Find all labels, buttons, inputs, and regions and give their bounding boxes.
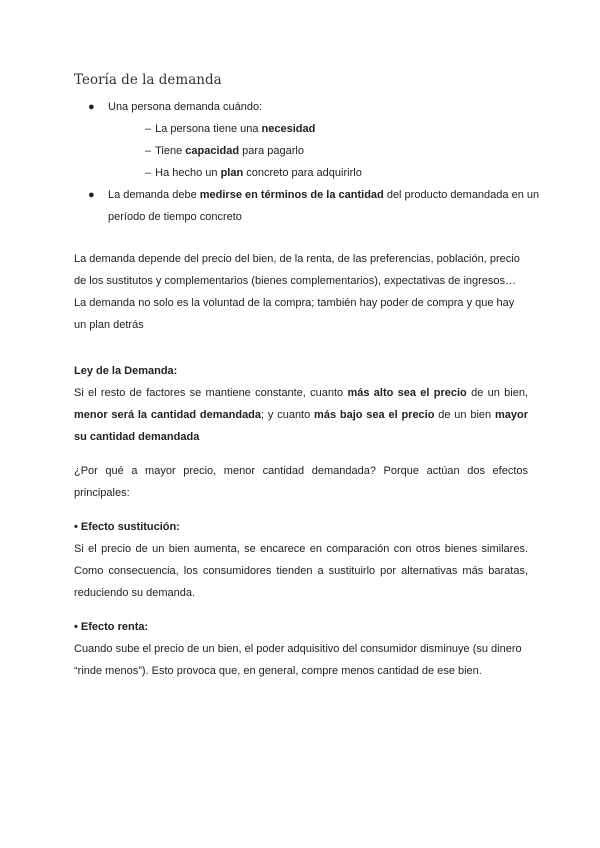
list-item: [74, 184, 544, 228]
paragraph-factores: La demanda depende del precio del bien, de la renta, de las preferencias, población, precio de los sustitutos y complementarios (bienes complementarios), expectativas de ingresos…: [74, 253, 520, 287]
paragraph-pregunta: ¿Por qué a mayor precio, menor cantidad demandada? Porque actúan dos efectos principales:: [74, 465, 528, 499]
sub-item-bold: capacidad: [185, 145, 240, 157]
sub-item-bold: necesidad: [261, 123, 316, 135]
section-efecto-renta: [74, 616, 528, 682]
text-run: Si el resto de factores se mantiene constante, cuanto: [74, 387, 348, 399]
section-heading: [74, 360, 528, 382]
bullet-text: del producto demandada en un período de tiempo concreto: [108, 189, 540, 223]
heading-text: • Efecto sustitución:: [74, 521, 180, 533]
section-text: [74, 382, 528, 448]
dash-icon: –: [145, 123, 152, 135]
dash-icon: –: [145, 145, 152, 157]
section-efecto-sustitucion: [74, 516, 528, 604]
bullet-bold: medirse en términos de la cantidad: [199, 189, 384, 201]
bold-run: más bajo sea el precio: [314, 409, 435, 421]
sub-item-text: Tiene: [155, 145, 186, 157]
section-ley-demanda: [74, 360, 528, 448]
section-heading: [74, 516, 528, 538]
sub-item-text: Ha hecho un: [155, 167, 221, 179]
list-item: [74, 96, 544, 118]
section-text: Si el precio de un bien aumenta, se encarece en comparación con otros bienes similares. Como consecuencia, los consumidores tienden a sustituirlo por alternativas más baratas, reduciendo su demanda.: [74, 543, 528, 599]
dash-icon: –: [145, 167, 152, 179]
text-run: de un bien: [434, 409, 495, 421]
sub-item-necesidad: [74, 118, 544, 140]
bold-run: mayor su cantidad demandada: [74, 409, 528, 443]
page-title: Teoría de la demanda: [74, 72, 222, 88]
bullet-list: [74, 96, 544, 228]
sub-item-text: para pagarlo: [239, 145, 304, 157]
sub-item-plan: [74, 162, 544, 184]
bold-run: menor será la cantidad demandada: [74, 409, 262, 421]
bullet-dot-icon: ●: [88, 189, 95, 201]
paragraph-voluntad: La demanda no solo es la voluntad de la compra; también hay poder de compra y que hay un plan detrás: [74, 297, 515, 331]
text-run: ; y cuanto: [261, 409, 315, 421]
bullet-text: La demanda debe: [108, 189, 200, 201]
bullet-dot-icon: ●: [88, 101, 95, 113]
text-run: de un bien,: [466, 387, 528, 399]
heading-text: • Efecto renta:: [74, 621, 149, 633]
section-heading: [74, 616, 528, 638]
sub-item-bold: plan: [220, 167, 244, 179]
section-text: Cuando sube el precio de un bien, el poder adquisitivo del consumidor disminuye (su dinero “rinde menos”). Esto provoca que, en general, compre menos cantidad de ese bien.: [74, 643, 522, 677]
heading-text: Ley de la Demanda:: [74, 365, 178, 377]
bullet-text: Una persona demanda cuándo:: [108, 101, 263, 113]
sub-item-text: concreto para adquirirlo: [243, 167, 362, 179]
sub-item-text: La persona tiene una: [155, 123, 262, 135]
bold-run: más alto sea el precio: [347, 387, 467, 399]
sub-item-capacidad: [74, 140, 544, 162]
